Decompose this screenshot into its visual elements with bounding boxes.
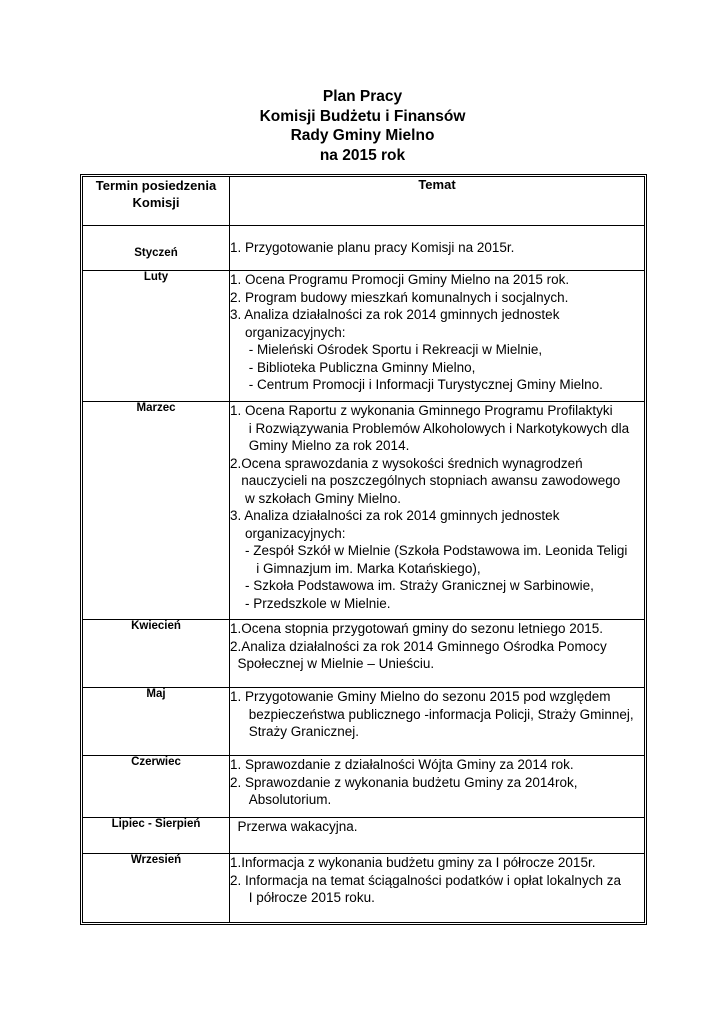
- month-cell: Wrzesień: [83, 854, 230, 922]
- topic-line: Przerwa wakacyjna.: [230, 819, 358, 834]
- table-row: [83, 271, 644, 402]
- header-topic: Temat: [230, 177, 644, 226]
- topic-cell: [230, 402, 644, 620]
- topic-line: - Zespół Szkół w Mielnie (Szkoła Podstawowa im. Leonida Teligi: [230, 543, 628, 558]
- header-term-line-2: Komisji: [132, 195, 180, 210]
- topic-line: bezpieczeństwa publicznego -informacja Policji, Straży Gminnej,: [230, 706, 634, 722]
- topic-line: organizacyjnych:: [230, 324, 346, 340]
- topic-line: 1.Ocena stopnia przygotowań gminy do sezonu letniego 2015.: [230, 621, 603, 636]
- topic-line: 1. Przygotowanie Gminy Mielno do sezonu 2015 pod względem: [230, 689, 611, 704]
- topic-line: Gminy Mielno za rok 2014.: [230, 438, 410, 453]
- table-row: [83, 226, 644, 271]
- title-line-2: Komisji Budżetu i Finansów: [259, 107, 466, 125]
- title-line-4: na 2015 rok: [319, 146, 406, 164]
- header-term-line-1: Termin posiedzenia: [95, 178, 217, 193]
- topic-cell: [230, 620, 644, 688]
- topic-line: 1. Sprawozdanie z działalności Wójta Gminy za 2014 rok.: [230, 757, 574, 772]
- topic-line: i Gimnazjum im. Marka Kotańskiego),: [230, 560, 481, 576]
- topic-line: 2.Ocena sprawozdania z wysokości średnich wynagrodzeń: [230, 455, 583, 471]
- table-row: [83, 688, 644, 756]
- table-row: [83, 402, 644, 620]
- table-row: [83, 756, 644, 818]
- topic-cell: [230, 688, 644, 756]
- topic-line: w szkołach Gminy Mielno.: [230, 490, 402, 506]
- table-row: [83, 620, 644, 688]
- title-line-1: Plan Pracy: [322, 88, 403, 105]
- table-row: [83, 854, 644, 922]
- header-term: [83, 177, 230, 226]
- topic-line: 1.Informacja z wykonania budżetu gminy za I półrocze 2015r.: [230, 855, 596, 870]
- topic-line: I półrocze 2015 roku.: [230, 890, 375, 905]
- table-body: [83, 226, 644, 922]
- document-title: [0, 87, 725, 165]
- month-cell: Czerwiec: [83, 756, 230, 818]
- month-cell: Marzec: [83, 402, 230, 620]
- table-header-row: [83, 177, 644, 226]
- topic-line: i Rozwiązywania Problemów Alkoholowych i Narkotykowych dla: [230, 420, 630, 436]
- topic-line: 2. Informacja na temat ściągalności podatków i opłat lokalnych za: [230, 872, 621, 888]
- month-cell: Kwiecień: [83, 620, 230, 688]
- month-cell: Maj: [83, 688, 230, 756]
- topic-line: 3. Analiza działalności za rok 2014 gminnych jednostek: [230, 508, 560, 523]
- topic-line: 1. Ocena Programu Promocji Gminy Mielno na 2015 rok.: [230, 272, 570, 287]
- topic-line: - Biblioteka Publiczna Gminny Mielno,: [230, 359, 476, 375]
- topic-line: Absolutorium.: [230, 792, 332, 807]
- month-cell: Luty: [83, 271, 230, 402]
- topic-line: organizacyjnych:: [230, 525, 346, 541]
- topic-line: - Szkoła Podstawowa im. Straży Granicznej w Sarbinowie,: [230, 578, 594, 593]
- topic-cell: [230, 818, 644, 854]
- topic-line: Straży Granicznej.: [230, 724, 360, 739]
- topic-cell: [230, 854, 644, 922]
- plan-table: [82, 176, 645, 923]
- topic-line: - Centrum Promocji i Informacji Turystycznej Gminy Mielno.: [230, 377, 603, 392]
- topic-cell: [230, 756, 644, 818]
- topic-line: 3. Analiza działalności za rok 2014 gminnych jednostek: [230, 307, 560, 322]
- topic-line: 1. Przygotowanie planu pracy Komisji na 2015r.: [230, 240, 515, 256]
- topic-line: nauczycieli na poszczególnych stopniach awansu zawodowego: [230, 473, 621, 488]
- topic-line: - Mieleński Ośrodek Sportu i Rekreacji w Mielnie,: [230, 342, 543, 357]
- topic-line: - Przedszkole w Mielnie.: [230, 595, 391, 611]
- topic-line: 2.Analiza działalności za rok 2014 Gminnego Ośrodka Pomocy: [230, 638, 607, 654]
- topic-line: 2. Sprawozdanie z wykonania budżetu Gminy za 2014rok,: [230, 774, 578, 790]
- topic-cell: [230, 226, 644, 271]
- title-line-3: Rady Gminy Mielno: [290, 127, 435, 144]
- topic-line: 1. Ocena Raportu z wykonania Gminnego Programu Profilaktyki: [230, 403, 613, 418]
- month-cell: Lipiec - Sierpień: [83, 818, 230, 854]
- topic-line: Społecznej w Mielnie – Unieściu.: [230, 656, 435, 671]
- table-row: [83, 818, 644, 854]
- month-cell: Styczeń: [83, 226, 230, 271]
- topic-line: 2. Program budowy mieszkań komunalnych i socjalnych.: [230, 289, 569, 305]
- topic-cell: [230, 271, 644, 402]
